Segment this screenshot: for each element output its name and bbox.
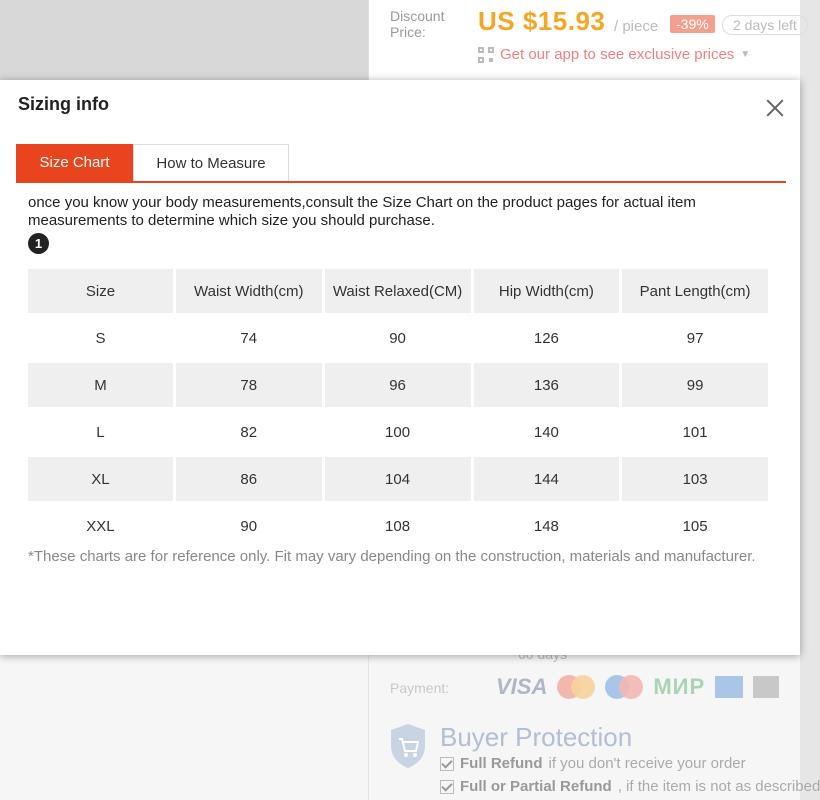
refund-text: if you don't receive your order: [548, 755, 746, 772]
table-cell: 126: [474, 316, 620, 360]
table-cell: 82: [176, 410, 322, 454]
table-cell: 96: [325, 363, 471, 407]
table-cell: L: [28, 410, 173, 454]
discount-price: US $15.93: [478, 6, 606, 36]
size-chart-table: [25, 266, 771, 551]
column-header: Waist Relaxed(CM): [325, 269, 471, 313]
table-cell: 90: [325, 316, 471, 360]
buyer-protection-title: Buyer Protection: [440, 722, 633, 752]
chevron-down-icon: ▼: [740, 49, 751, 60]
mastercard-logo: [557, 675, 595, 699]
refund-text: , if the item is not as described: [617, 778, 820, 795]
days-left-badge: 2 days left: [722, 15, 808, 35]
refund-item: [440, 778, 820, 795]
table-cell: 97: [622, 316, 768, 360]
table-row: [28, 410, 768, 454]
table-cell: 108: [325, 504, 471, 548]
table-row: [28, 363, 768, 407]
table-cell: 103: [622, 457, 768, 501]
app-prices-text: Get our app to see exclusive prices: [500, 46, 735, 63]
shield-cart-icon: [388, 722, 428, 770]
table-row: [28, 504, 768, 548]
table-cell: 101: [622, 410, 768, 454]
divider: [368, 0, 369, 80]
maestro-logo: [605, 675, 643, 699]
table-row: [28, 457, 768, 501]
table-row: [28, 316, 768, 360]
table-cell: 86: [176, 457, 322, 501]
checkbox-icon: [440, 780, 454, 794]
table-cell: 104: [325, 457, 471, 501]
table-cell: 90: [176, 504, 322, 548]
table-cell: 144: [474, 457, 620, 501]
amex-logo: [715, 676, 743, 698]
refund-bold: Full or Partial Refund: [460, 778, 612, 795]
table-cell: 74: [176, 316, 322, 360]
mir-logo: МИР: [653, 674, 706, 699]
table-cell: XXL: [28, 504, 173, 548]
product-image: [0, 0, 368, 80]
table-cell: 99: [622, 363, 768, 407]
payment-label: Payment:: [390, 680, 450, 696]
tab-bar: [16, 144, 289, 182]
column-header: Size: [28, 269, 173, 313]
visa-logo: VISA: [496, 674, 548, 699]
refund-item: [440, 755, 746, 772]
table-cell: 140: [474, 410, 620, 454]
table-cell: 136: [474, 363, 620, 407]
table-cell: S: [28, 316, 173, 360]
column-header: Hip Width(cm): [474, 269, 620, 313]
sizing-info-modal: [0, 80, 800, 655]
close-icon[interactable]: [765, 98, 785, 118]
app-prices-link[interactable]: [478, 46, 750, 63]
tab-how-to-measure[interactable]: How to Measure: [133, 144, 289, 182]
payment-methods: [496, 674, 779, 700]
webmoney-logo: [753, 676, 779, 698]
step-number-badge: 1: [28, 233, 49, 254]
tab-underline: [16, 181, 786, 183]
table-cell: 105: [622, 504, 768, 548]
table-cell: 100: [325, 410, 471, 454]
table-cell: M: [28, 363, 173, 407]
column-header: Waist Width(cm): [176, 269, 322, 313]
modal-title: Sizing info: [18, 94, 109, 114]
discount-price-label: Discount Price:: [390, 8, 445, 40]
price-unit: / piece: [614, 18, 659, 35]
intro-text: once you know your body measurements,consult the Size Chart on the product pages for actual item measurements to determine which size you should purchase.: [28, 194, 696, 229]
table-cell: XL: [28, 457, 173, 501]
checkbox-icon: [440, 757, 454, 771]
table-header-row: [28, 269, 768, 313]
refund-bold: Full Refund: [460, 755, 543, 772]
table-cell: 78: [176, 363, 322, 407]
discount-percent-badge: -39%: [670, 15, 715, 33]
tab-size-chart[interactable]: Size Chart: [16, 144, 133, 182]
qr-code-icon: [478, 47, 494, 63]
footnote: *These charts are for reference only. Fit may vary depending on the construction, materials and manufacturer.: [28, 548, 756, 565]
divider: [368, 655, 369, 800]
table-cell: 148: [474, 504, 620, 548]
column-header: Pant Length(cm): [622, 269, 768, 313]
